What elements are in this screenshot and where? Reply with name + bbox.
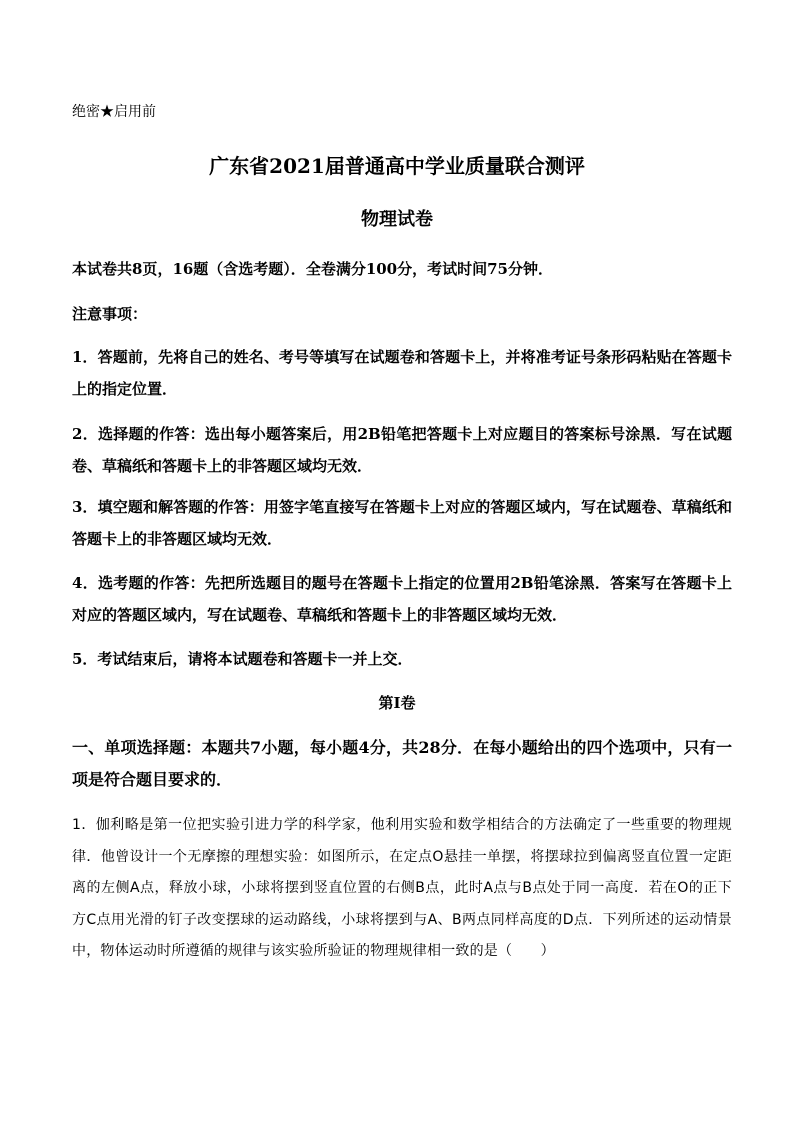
section-label: 第Ⅰ卷 xyxy=(378,694,416,712)
note-item: 4．选考题的作答：先把所选题目的题号在答题卡上指定的位置用2B铅笔涂黑．答案写在答题卡上对应的答题区域内，写在试题卷、草稿纸和答题卡上的非答题区域均无效． xyxy=(72,574,732,624)
confidential-label: 绝密★启用前 xyxy=(72,104,156,120)
section-heading: 一、单项选择题：本题共7小题，每小题4分，共28分．在每小题给出的四个选项中，只有一项是符合题目要求的． xyxy=(72,738,732,789)
exam-title: 广东省2021届普通高中学业质量联合测评 xyxy=(209,154,585,178)
note-item: 5．考试结束后，请将本试题卷和答题卡一并上交． xyxy=(72,650,413,668)
exam-intro: 本试卷共8页，16题（含选考题）．全卷满分100分，考试时间75分钟． xyxy=(72,260,553,278)
exam-subtitle: 物理试卷 xyxy=(361,209,433,230)
note-item: 2．选择题的作答：选出每小题答案后，用2B铅笔把答题卡上对应题目的答案标号涂黑．写在试题卷、草稿纸和答题卡上的非答题区域均无效． xyxy=(72,425,732,475)
note-item: 3．填空题和解答题的作答：用签字笔直接写在答题卡上对应的答题区域内，写在试题卷、草稿纸和答题卡上的非答题区域均无效． xyxy=(72,498,732,548)
note-item: 1．答题前，先将自己的姓名、考号等填写在试题卷和答题卡上，并将准考证号条形码粘贴在答题卡上的指定位置． xyxy=(72,348,732,398)
question-1: 1．伽利略是第一位把实验引进力学的科学家，他利用实验和数学相结合的方法确定了一些重要的物理规律．他曾设计一个无摩擦的理想实验：如图所示，在定点O悬挂一单摆，将摆球拉到偏离竖直位置一定距离的左侧A点，释放小球，小球将摆到竖直位置的右侧B点，此时A点与B点处于同一高度．若在O的正下方C点用光滑的钉子改变摆球的运动路线，小球将摆到与A、B两点同样高度的D点．下列所述的运动情景中，物体运动时所遵循的规律与该实验所验证的物理规律相一致的是（ ） xyxy=(72,817,732,959)
notes-heading: 注意事项： xyxy=(72,305,148,323)
